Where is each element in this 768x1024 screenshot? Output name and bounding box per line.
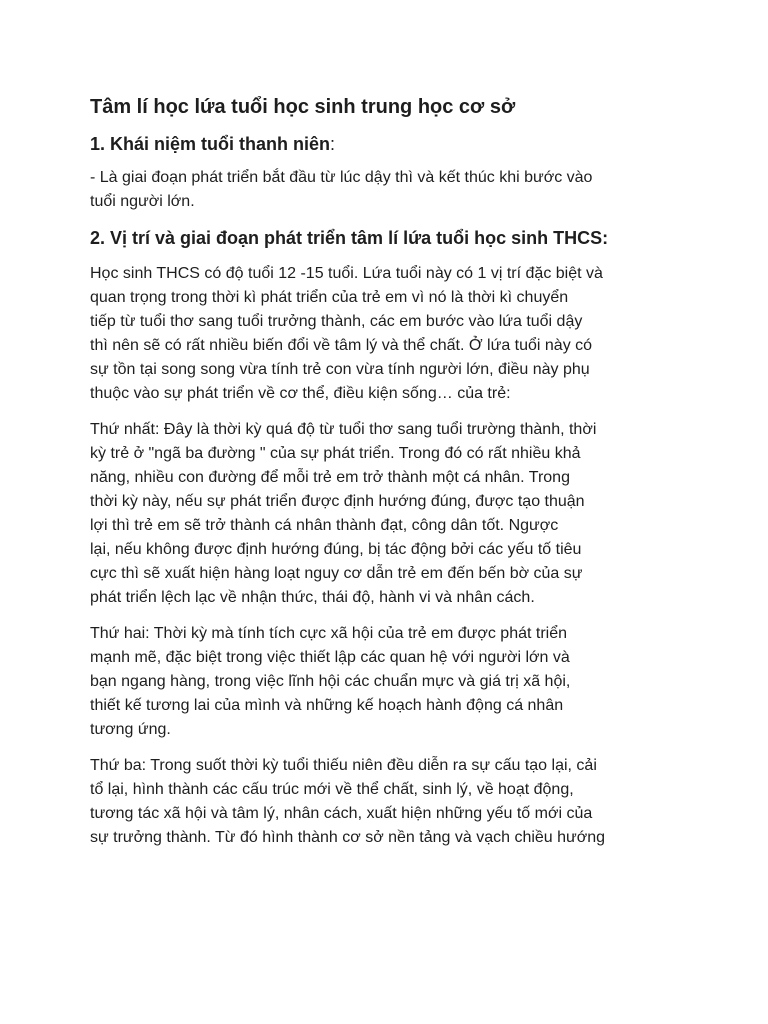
paragraph-line: thiết kế tương lai của mình và những kế hoạch hành động cá nhân (90, 697, 564, 714)
paragraph-line: tuổi người lớn. (90, 193, 195, 210)
paragraph-line: Thứ ba: Trong suốt thời kỳ tuổi thiếu niên đều diễn ra sự cấu tạo lại, cải (90, 757, 597, 774)
section-2-paragraph-4 (90, 754, 674, 850)
paragraph-line: mạnh mẽ, đặc biệt trong việc thiết lập các quan hệ với người lớn và (90, 649, 570, 666)
paragraph-line: Thứ hai: Thời kỳ mà tính tích cực xã hội của trẻ em được phát triển (90, 625, 568, 642)
paragraph-line: thuộc vào sự phát triển về cơ thể, điều kiện sống… của trẻ: (90, 385, 511, 402)
paragraph-line: thời kỳ này, nếu sự phát triển được định hướng đúng, được tạo thuận (90, 493, 585, 510)
paragraph-line: phát triển lệch lạc về nhận thức, thái độ, hành vi và nhân cách. (90, 589, 535, 606)
paragraph-line: thì nên sẽ có rất nhiều biến đổi về tâm lý và thể chất. Ở lứa tuổi này có (90, 337, 593, 354)
section-2-paragraph-2 (90, 418, 674, 610)
paragraph-line: Học sinh THCS có độ tuổi 12 -15 tuổi. Lứa tuổi này có 1 vị trí đặc biệt và (90, 265, 603, 282)
section-1-heading-colon: : (330, 134, 336, 154)
section-1-heading (90, 132, 674, 156)
paragraph-line: quan trọng trong thời kì phát triển của trẻ em vì nó là thời kì chuyển (90, 289, 569, 306)
paragraph-line: tiếp từ tuổi thơ sang tuổi trưởng thành, các em bước vào lứa tuổi dậy (90, 313, 583, 330)
section-1-paragraph (90, 166, 674, 214)
section-2-paragraph-1 (90, 262, 674, 406)
paragraph-line: bạn ngang hàng, trong việc lĩnh hội các chuẩn mực và giá trị xã hội, (90, 673, 571, 690)
paragraph-line: - Là giai đoạn phát triển bắt đầu từ lúc dậy thì và kết thúc khi bước vào (90, 169, 593, 186)
section-1-heading-text: 1. Khái niệm tuổi thanh niên (90, 134, 331, 154)
paragraph-line: lại, nếu không được định hướng đúng, bị tác động bởi các yếu tố tiêu (90, 541, 582, 558)
paragraph-line: tương ứng. (90, 721, 171, 738)
document-title: Tâm lí học lứa tuổi học sinh trung học cơ sở (90, 96, 516, 118)
paragraph-line: kỳ trẻ ở "ngã ba đường " của sự phát triển. Trong đó có rất nhiều khả (90, 445, 581, 462)
paragraph-line: sự tồn tại song song vừa tính trẻ con vừa tính người lớn, điều này phụ (90, 361, 590, 378)
paragraph-line: tương tác xã hội và tâm lý, nhân cách, xuất hiện những yếu tố mới của (90, 805, 593, 822)
section-2-heading: 2. Vị trí và giai đoạn phát triển tâm lí lứa tuổi học sinh THCS: (90, 228, 609, 248)
section-2-paragraph-3 (90, 622, 674, 742)
paragraph-line: năng, nhiều con đường để mỗi trẻ em trở thành một cá nhân. Trong (90, 469, 570, 486)
paragraph-line: sự trưởng thành. Từ đó hình thành cơ sở nền tảng và vạch chiều hướng (90, 829, 606, 846)
paragraph-line: cực thì sẽ xuất hiện hàng loạt nguy cơ dẫn trẻ em đến bến bờ của sự (90, 565, 583, 582)
paragraph-line: tổ lại, hình thành các cấu trúc mới về thể chất, sinh lý, về hoạt động, (90, 781, 574, 798)
paragraph-line: Thứ nhất: Đây là thời kỳ quá độ từ tuổi thơ sang tuổi trường thành, thời (90, 421, 597, 438)
paragraph-line: lợi thì trẻ em sẽ trở thành cá nhân thành đạt, công dân tốt. Ngược (90, 517, 559, 534)
